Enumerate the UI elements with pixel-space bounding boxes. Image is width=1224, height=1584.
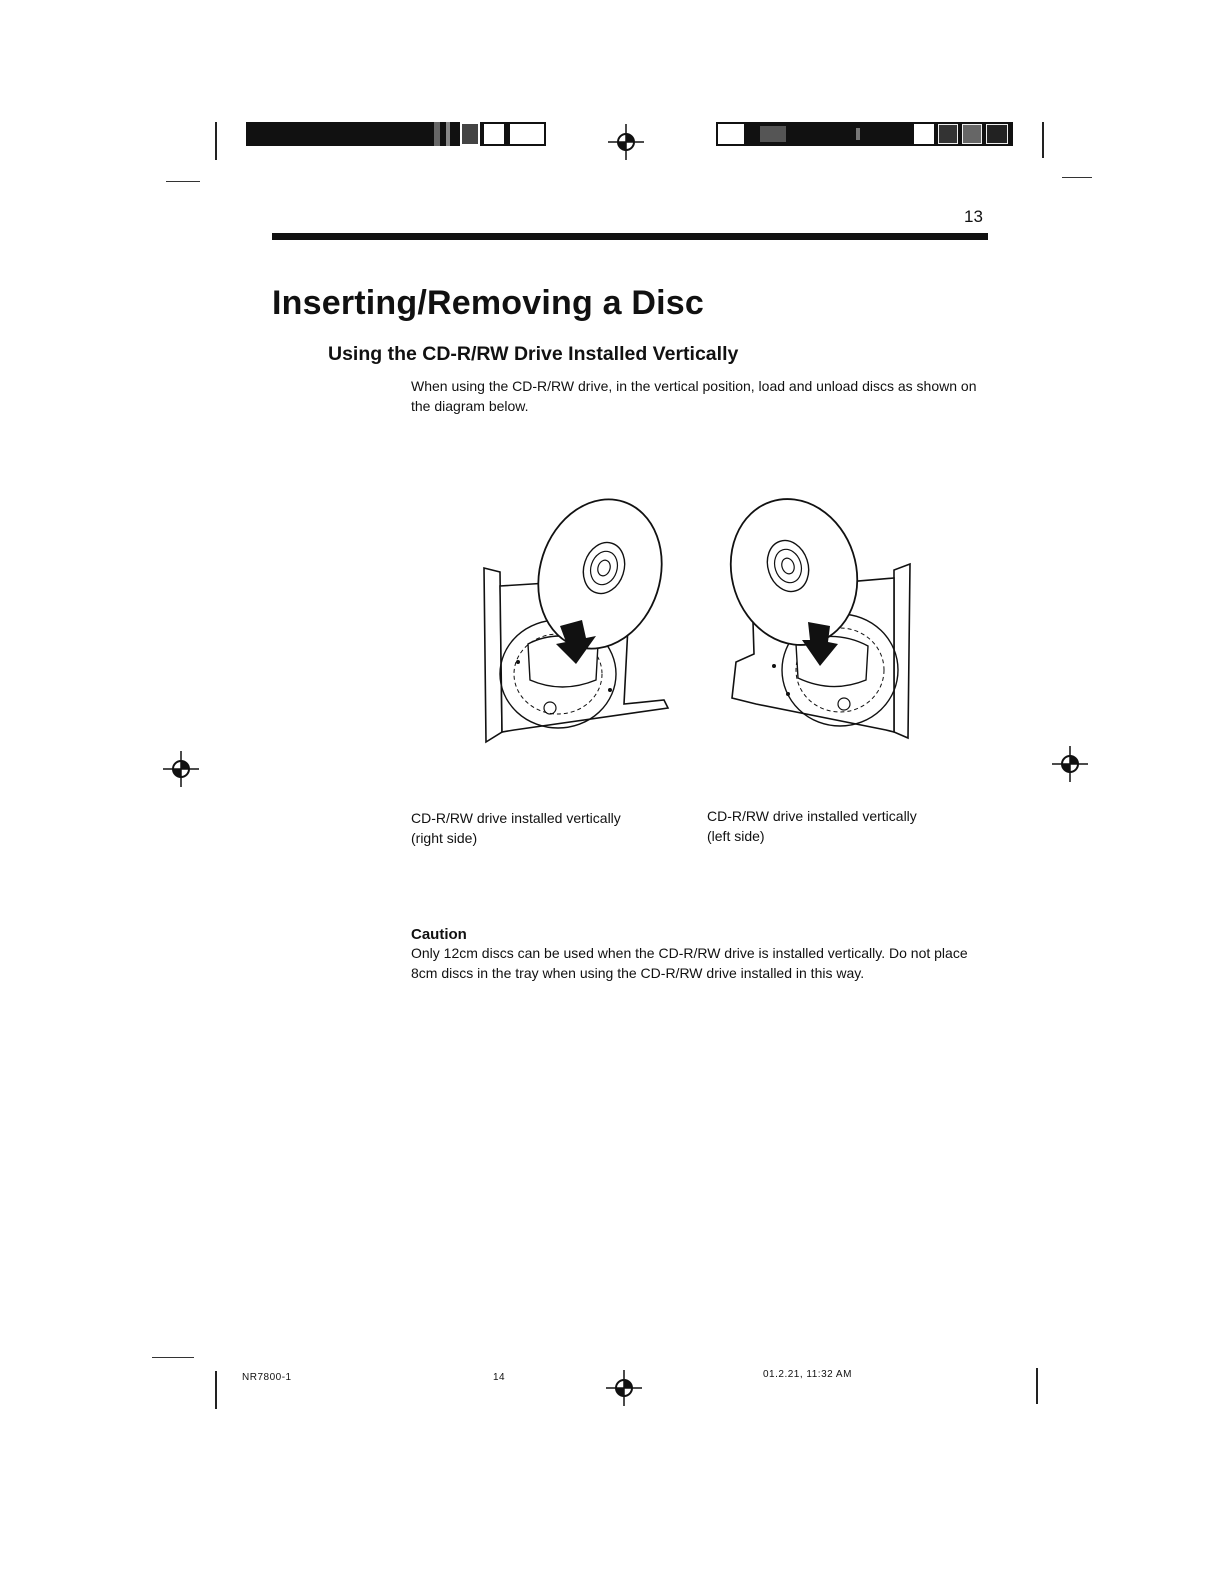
crop-mark [1036, 1368, 1038, 1404]
figure-caption-left-side [707, 806, 987, 846]
crop-mark [1062, 177, 1092, 178]
caption-line: (left side) [707, 828, 765, 844]
figure-caption-right-side [411, 808, 691, 848]
section-subtitle: Using the CD-R/RW Drive Installed Vertically [328, 343, 739, 365]
crop-mark [215, 1371, 217, 1409]
header-rule [272, 233, 988, 240]
registration-target-icon [606, 1370, 642, 1406]
registration-bar-left [246, 122, 546, 146]
crop-mark [1042, 122, 1044, 158]
crop-mark [166, 181, 200, 182]
disc-insert-diagram-right-side [478, 494, 674, 746]
caption-line: CD-R/RW drive installed vertically [411, 810, 621, 826]
page-number: 13 [964, 207, 983, 226]
intro-paragraph: When using the CD-R/RW drive, in the vertical position, load and unload discs as shown on the diagram below. [411, 378, 977, 414]
crop-mark [152, 1357, 194, 1358]
caution-heading: Caution [411, 926, 467, 943]
disc-insert-diagram-left-side [716, 494, 916, 746]
footer-sheet-number: 14 [493, 1372, 506, 1383]
caution-text: Only 12cm discs can be used when the CD-R/RW drive is installed vertically. Do not place 8cm discs in the tray when using the CD-R/RW drive installed in this way. [411, 945, 968, 981]
footer-file-code: NR7800-1 [242, 1372, 292, 1383]
registration-target-icon [1052, 746, 1088, 782]
page-title: Inserting/Removing a Disc [272, 284, 704, 322]
crop-mark [215, 122, 217, 160]
registration-bar-right [716, 122, 1013, 146]
footer-timestamp: 01.2.21, 11:32 AM [763, 1369, 852, 1380]
registration-target-icon [163, 751, 199, 787]
registration-target-icon [608, 124, 644, 160]
caption-line: CD-R/RW drive installed vertically [707, 808, 917, 824]
caption-line: (right side) [411, 830, 478, 846]
